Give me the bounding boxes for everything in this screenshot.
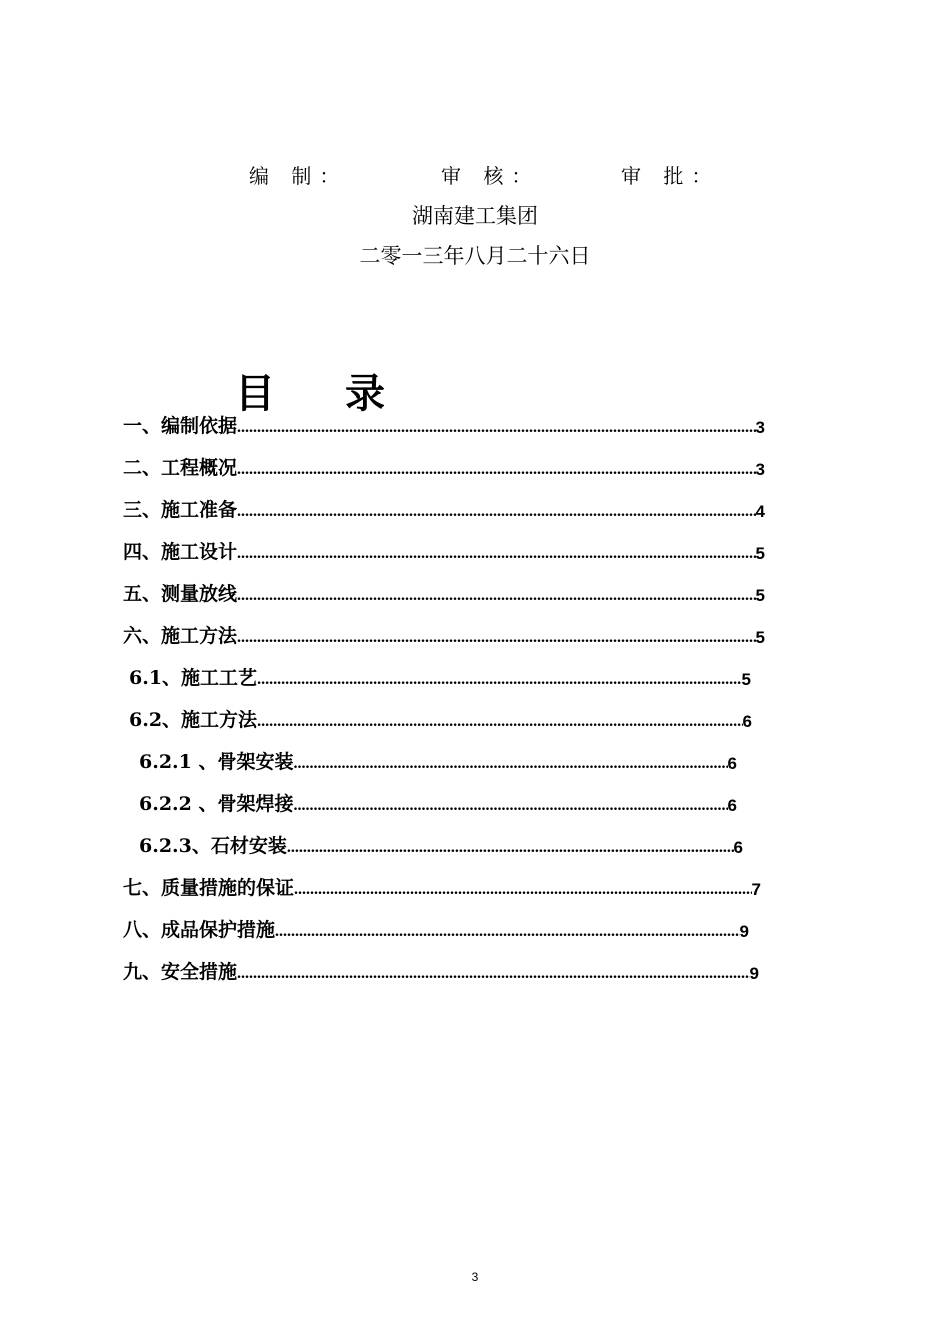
toc-entry-label: 6.2、施工方法 xyxy=(129,709,258,731)
toc-entry-page: 7 xyxy=(751,880,761,899)
toc-entry-label: 八、成品保护措施 xyxy=(123,919,276,941)
toc-entry-page: 4 xyxy=(755,502,765,521)
toc-entry-label: 6.2.3、石材安装 xyxy=(139,835,287,857)
toc-entry-page: 6 xyxy=(727,796,737,815)
toc-entry-label: 四、施工设计 xyxy=(123,541,238,563)
toc-entry-label: 七、质量措施的保证 xyxy=(123,877,295,899)
toc-entry[interactable] xyxy=(139,744,737,774)
toc-entry-label: 6.2.2 、骨架焊接 xyxy=(139,793,294,815)
toc-entry[interactable] xyxy=(129,660,751,690)
toc-leader xyxy=(237,502,756,522)
toc-entry[interactable] xyxy=(123,954,759,984)
toc-leader xyxy=(294,796,728,816)
toc-entry[interactable] xyxy=(129,702,752,732)
toc-leader xyxy=(287,838,734,858)
toc-entry[interactable] xyxy=(123,408,765,438)
toc-entry[interactable] xyxy=(139,786,737,816)
toc-entry[interactable] xyxy=(123,912,749,942)
toc-entry-page: 6 xyxy=(733,838,743,857)
toc-entry-label: 6.1、施工工艺 xyxy=(129,667,258,689)
toc-entry-label: 五、测量放线 xyxy=(123,583,238,605)
toc-entry-page: 5 xyxy=(741,670,751,689)
toc-title-char-2: 录 xyxy=(345,370,385,417)
toc-entry[interactable] xyxy=(123,576,765,606)
toc-entry-page: 5 xyxy=(755,628,765,647)
toc-leader xyxy=(237,964,750,984)
toc-title-char-1: 目 xyxy=(235,370,275,417)
toc-entry[interactable] xyxy=(123,870,761,900)
page-number: 3 xyxy=(471,1270,479,1284)
toc-entry-label: 六、施工方法 xyxy=(123,625,238,647)
toc-entry-page: 3 xyxy=(755,460,765,479)
toc-leader xyxy=(237,628,756,648)
toc-leader xyxy=(237,544,756,564)
toc-leader xyxy=(294,880,752,900)
toc-leader xyxy=(294,754,728,774)
toc-entry-label: 二、工程概况 xyxy=(123,457,238,479)
toc-leader xyxy=(275,922,740,942)
toc-leader xyxy=(237,418,756,438)
toc-entry-label: 一、编制依据 xyxy=(123,415,238,437)
company-name: 湖南建工集团 xyxy=(412,204,538,228)
approver-label: 审 批： xyxy=(621,164,720,188)
toc-entry-page: 6 xyxy=(727,754,737,773)
toc-entry-page: 5 xyxy=(755,544,765,563)
reviewer-label: 审 核： xyxy=(441,164,540,188)
toc-entry[interactable] xyxy=(123,534,765,564)
toc-entry-page: 9 xyxy=(739,922,749,941)
toc-entry-label: 6.2.1 、骨架安装 xyxy=(139,751,294,773)
toc-entry-page: 5 xyxy=(755,586,765,605)
document-date: 二零一三年八月二十六日 xyxy=(359,244,591,268)
toc-entry-label: 九、安全措施 xyxy=(123,961,238,983)
signature-row xyxy=(0,160,950,190)
toc-entry-page: 3 xyxy=(755,418,765,437)
toc-entry[interactable] xyxy=(123,492,765,522)
editor-label: 编 制： xyxy=(249,164,348,188)
toc-entry[interactable] xyxy=(123,618,765,648)
toc-entry-page: 9 xyxy=(749,964,759,983)
toc-leader xyxy=(237,586,756,606)
toc-leader xyxy=(257,712,742,732)
toc-entry[interactable] xyxy=(123,450,765,480)
toc-entry-label: 三、施工准备 xyxy=(123,499,238,521)
toc-leader xyxy=(237,460,756,480)
toc-entry[interactable] xyxy=(139,828,743,858)
toc-entry-page: 6 xyxy=(742,712,752,731)
toc-leader xyxy=(257,670,741,690)
